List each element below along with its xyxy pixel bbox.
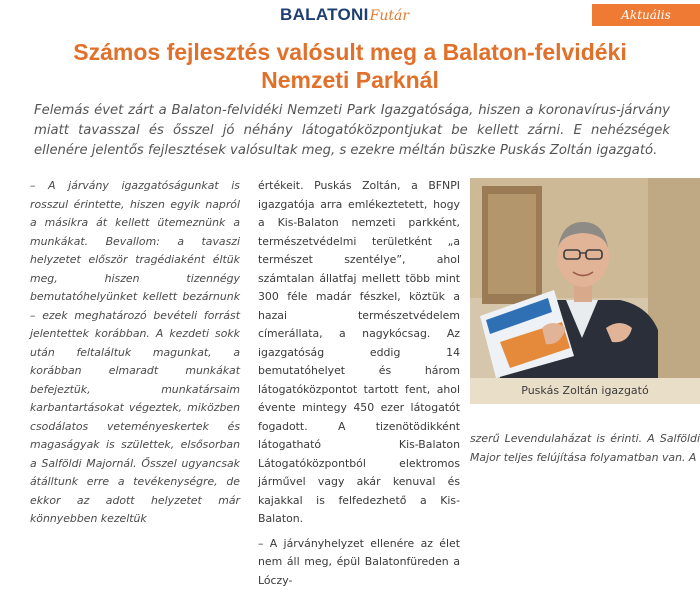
headline-line-2: Nemzeti Parknál — [261, 67, 439, 93]
article-headline — [30, 38, 670, 94]
article-photo — [470, 178, 700, 378]
brand-logo-accent: Futár — [370, 8, 409, 24]
article-column-1: – A járvány igazgatóságunkat is rosszul érintette, hiszen egyik napról a másikra át kellett ütemeznünk a munkákat. Bevallom: a tavaszi helyzetet először tragédiaként éltük meg, hiszen tizennégy bemutatóhelyünket kellett bezárnunk – ezek meghatározó bevételi forrást jelentettek korábban. A kezdeti sokk után feltaláltuk magunkat, a korábban elmaradt munkákat befejeztük, munkatársaim karbantartásokat végeztek, miközben csodálatos veteményeskertek és magaságyak is születtek, elsősorban a Salföldi Majornál. Ősszel ugyancsak átálltunk erre a tevékenységre, de ekkor az adott helyzetet már könnyebben kezeltük — [30, 177, 240, 529]
portrait-illustration — [470, 178, 700, 378]
section-tab-aktualis[interactable]: Aktuális — [592, 4, 700, 26]
column-2-paragraph-1: értékeit. Puskás Zoltán, a BFNPI igazgatója arra emlékeztetett, hogy a Kis-Balaton nemzeti parkként, természetvédelmi területként „a természet szentélye”, ahol számtalan állatfaj mellett több mint 300 féle madár fészkel, köztük a hazai természetvédelem címerállata, a nagykócsag. Az igazgatóság eddig 14 bemutatóhelyet és három látogatóközpontot tartott fent, ahol évente mintegy 450 ezer látogatót fogadott. A tizenötödikként látogatható Kis-Balaton Látogatóközpontból elektromos járművel vagy akár kenuval és kajakkal is felfedezhető a Kis-Balaton. — [258, 177, 460, 529]
article-column-3: szerű Levendulaházat is érinti. A Salföldi Major teljes felújítása folyamatban van. A — [470, 430, 700, 467]
article-column-2 — [258, 177, 460, 590]
brand-logo[interactable] — [280, 5, 409, 25]
article-lead: Felemás évet zárt a Balaton-felvidéki Nemzeti Park Igazgatósága, hiszen a koronavírus-járvány miatt tavasszal és ősszel jó néhány látogatóközpontjukat be kellett zárni. E nehézségek ellenére jelentős fejlesztések valósultak meg, s ezekre méltán büszke Puskás Zoltán igazgató. — [34, 101, 670, 161]
masthead — [0, 4, 700, 28]
headline-line-1: Számos fejlesztés valósult meg a Balaton-felvidéki — [73, 39, 626, 65]
column-2-paragraph-2: – A járványhelyzet ellenére az élet nem áll meg, épül Balatonfüreden a Lóczy- — [258, 535, 460, 590]
brand-logo-main: BALATONI — [280, 5, 369, 25]
photo-caption: Puskás Zoltán igazgató — [470, 378, 700, 404]
